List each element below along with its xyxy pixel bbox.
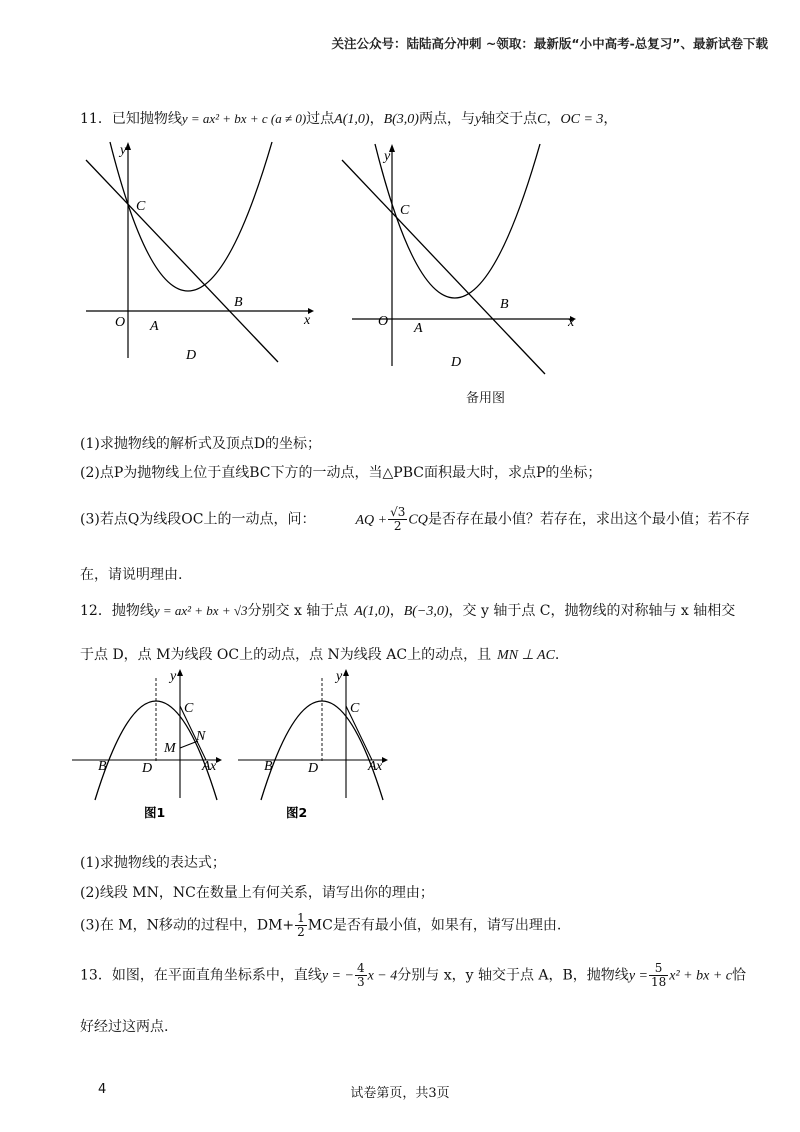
q11-part1: (1)求抛物线的解析式及顶点D的坐标；	[80, 436, 322, 452]
q12-statement-line2	[80, 644, 559, 664]
q12-point-b: B(−3,0)	[403, 604, 449, 619]
q11-equation: y = ax² + bx + c (a ≠ 0)	[181, 111, 307, 126]
page-footer: 试卷第页，共3页	[350, 1086, 450, 1101]
q12-part3-frac	[295, 912, 307, 939]
q11-part3	[80, 506, 750, 533]
label-n: N	[196, 729, 206, 744]
label-y: y	[170, 669, 177, 684]
parabola	[110, 142, 272, 291]
label-a: A	[368, 759, 377, 774]
q12-part2: (2)线段 MN，NC在数量上有何关系，请写出你的理由；	[80, 885, 434, 901]
q12-equation: y = ax² + bx + √3	[153, 603, 248, 618]
q12-text: 于点 D，点 M为线段 OC上的动点，点 N为线段 AC上的动点，且	[80, 647, 492, 663]
label-c: C	[136, 199, 146, 214]
q13-text: 恰	[732, 967, 746, 984]
q11-text: 轴交于点	[481, 111, 538, 127]
y-axis-arrow	[177, 669, 183, 676]
label-b: B	[98, 759, 107, 774]
q11-part3-text: (3)若点Q为线段OC上的一动点，问：	[80, 511, 316, 528]
frac-den: 2	[297, 925, 305, 939]
label-b: B	[264, 759, 273, 774]
label-y: y	[384, 149, 391, 164]
label-a: A	[202, 759, 211, 774]
q11-point-b: B(3,0)	[383, 112, 419, 127]
q12-part3	[80, 912, 561, 939]
q13-equation: y =	[628, 968, 648, 984]
y-axis-arrow	[343, 669, 349, 676]
q11-point-c: C	[537, 112, 547, 127]
label-y: y	[120, 143, 127, 158]
q11-oc: OC = 3	[560, 112, 604, 127]
q13-statement-line2: 好经过这两点.	[80, 1019, 169, 1035]
page-header: 关注公众号：陆陆高分冲刺 ~领取：最新版“小中高考-总复习”、最新试卷下载	[331, 36, 768, 51]
q12-sep: ，	[389, 603, 404, 619]
label-x: x	[304, 313, 311, 328]
label-b: B	[500, 297, 509, 312]
q12-figure-2	[236, 666, 396, 826]
frac-num: 4	[356, 961, 365, 975]
x-axis-arrow	[382, 757, 388, 763]
q11-sep: ，	[546, 111, 561, 127]
q11-part3-text: 是否存在最小值？若存在，求出这个最小值；若不存	[427, 511, 750, 528]
q11-figure-main	[70, 140, 320, 380]
label-c: C	[350, 701, 360, 716]
label-b: B	[234, 295, 243, 310]
q11-y: y	[474, 112, 482, 127]
q12-figure-1	[70, 666, 230, 826]
label-x: x	[210, 759, 217, 774]
q12-text: .	[554, 647, 560, 663]
q11-number: 11．已知抛物线	[80, 111, 182, 127]
label-c: C	[184, 701, 194, 716]
label-x: x	[568, 315, 575, 330]
q12-part3-text: MC是否有最小值，如果有，请写出理由.	[307, 917, 562, 934]
q13-equation: x − 4	[367, 968, 398, 984]
label-m: M	[164, 741, 176, 756]
label-d: D	[451, 355, 462, 370]
q11-text: 过点	[306, 111, 335, 127]
q11-statement	[80, 108, 617, 128]
frac-num: 5	[649, 962, 668, 976]
q12-perp: MN ⊥ AC	[497, 648, 555, 663]
q13-frac	[649, 962, 668, 989]
q13-equation: x² + bx + c	[669, 968, 732, 984]
q11-point-a: A(1,0)	[334, 112, 370, 127]
q12-text: 分别交 x 轴于点	[247, 603, 349, 619]
label-a: A	[414, 321, 423, 336]
line-bc	[86, 160, 278, 362]
figure-2-caption: 图2	[286, 805, 308, 820]
page-number: 4	[98, 1082, 107, 1097]
q11-part3-expr: AQ +	[355, 512, 388, 528]
label-o: O	[378, 314, 389, 329]
q11-figure-spare	[340, 140, 590, 380]
label-d: D	[308, 761, 319, 776]
spare-figure-caption: 备用图	[466, 391, 506, 406]
label-a: A	[150, 319, 159, 334]
q13-equation: y = −	[321, 968, 354, 984]
q11-sep: ，	[603, 111, 618, 127]
label-o: O	[115, 315, 126, 330]
q12-part3-text: (3)在 M，N移动的过程中，DM+	[80, 917, 295, 934]
label-y: y	[336, 669, 343, 684]
label-d: D	[142, 761, 153, 776]
frac-den: 2	[393, 519, 402, 533]
q12-text: 12．抛物线	[80, 603, 154, 619]
figure-1-caption: 图1	[144, 805, 166, 820]
q13-text: 分别与 x，y 轴交于点 A，B，抛物线	[397, 967, 629, 984]
q12-text: ，交 y 轴于点 C，抛物线的对称轴与 x 轴相交	[448, 603, 736, 619]
q11-part3-expr: CQ	[408, 512, 428, 528]
frac-num: 1	[297, 911, 305, 925]
frac-den: 3	[356, 975, 365, 989]
line-bc	[342, 160, 545, 374]
label-d: D	[186, 348, 197, 363]
label-x: x	[376, 759, 383, 774]
q11-part3-frac	[388, 506, 407, 533]
q11-text: 两点，与	[418, 111, 475, 127]
q13-statement-line1	[80, 962, 746, 989]
label-c: C	[400, 203, 410, 218]
q11-part3-cont: 在，请说明理由.	[80, 567, 183, 583]
x-axis-arrow	[216, 757, 222, 763]
q13-frac	[355, 962, 367, 989]
frac-den: 18	[650, 975, 667, 989]
q11-sep: ，	[369, 111, 384, 127]
q13-text: 13．如图，在平面直角坐标系中，直线	[80, 967, 322, 984]
frac-num: √3	[390, 505, 406, 519]
q11-part2: (2)点P为抛物线上位于直线BC下方的一动点，当△PBC面积最大时，求点P的坐标；	[80, 465, 602, 481]
q12-part1: (1)求抛物线的表达式；	[80, 855, 226, 871]
q12-statement-line1	[80, 600, 735, 620]
q12-point-a: A(1,0)	[354, 604, 390, 619]
